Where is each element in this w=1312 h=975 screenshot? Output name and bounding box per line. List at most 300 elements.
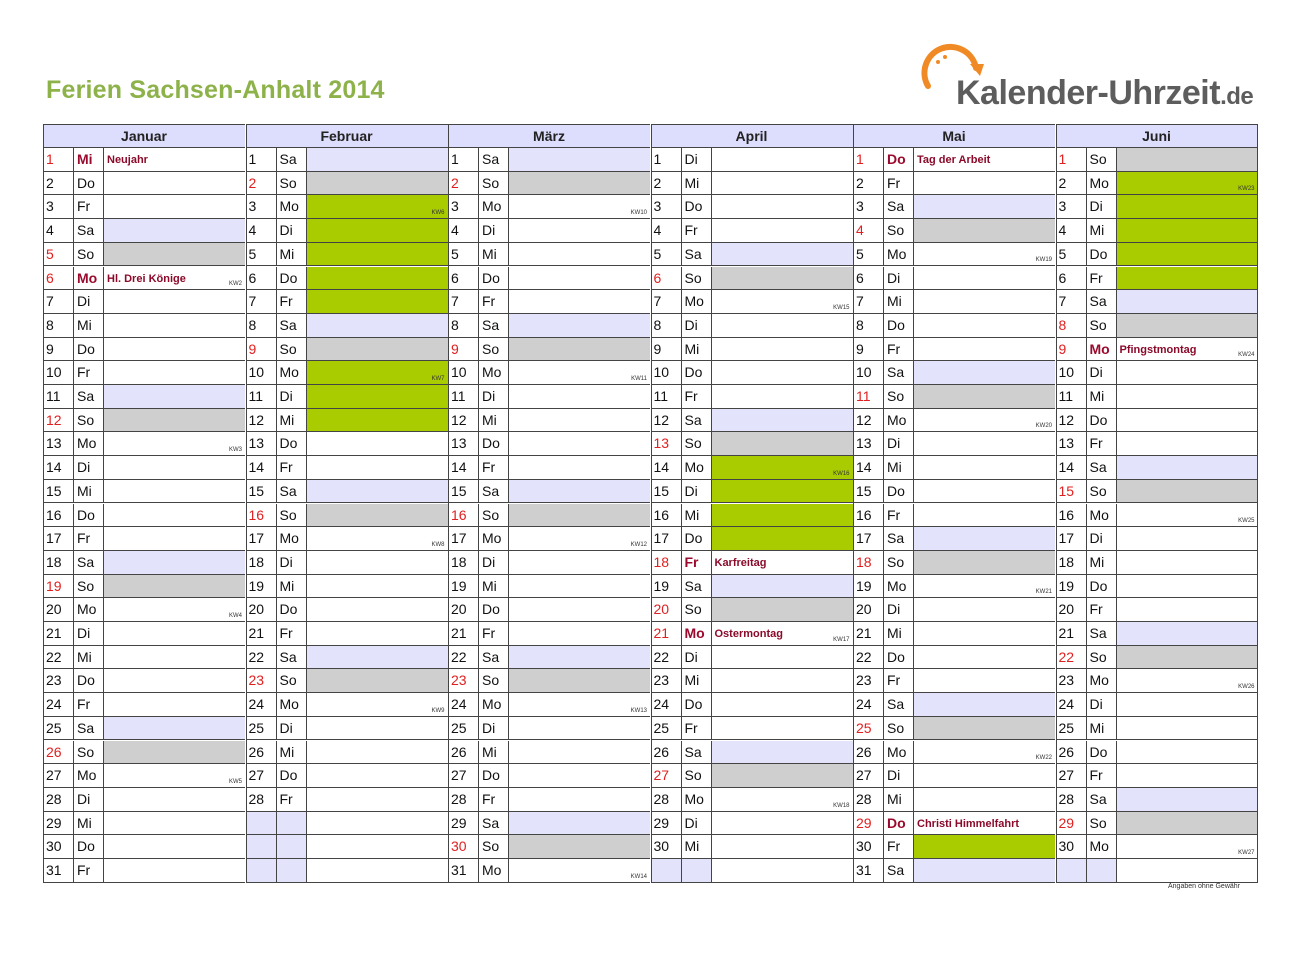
day-note: [711, 575, 853, 598]
day-note: [306, 219, 448, 242]
day-note: [711, 551, 853, 574]
weekday: Fr: [681, 385, 711, 408]
day-number: 18: [451, 553, 467, 570]
day-number: 23: [451, 672, 467, 689]
grid-line: [1056, 124, 1057, 882]
weekday: Mi: [73, 480, 103, 503]
day-row: [853, 480, 1055, 504]
day-row: [1056, 835, 1258, 859]
day-number: 28: [46, 790, 62, 807]
day-note: [1116, 480, 1258, 503]
day-note: [913, 575, 1055, 598]
weekday: Mi: [1086, 219, 1116, 242]
day-note: [913, 385, 1055, 408]
day-row: [43, 385, 245, 409]
calendar-week-label: KW6: [431, 210, 445, 217]
weekday: Mo: [276, 361, 306, 384]
day-number: 16: [451, 506, 467, 523]
weekday: Do: [883, 148, 913, 171]
day-row: [1056, 741, 1258, 765]
day-number: 25: [653, 719, 670, 736]
day-row: [853, 646, 1055, 670]
day-note: [508, 432, 650, 455]
day-number: 23: [1058, 672, 1075, 689]
day-row: [448, 504, 650, 528]
weekday: Do: [73, 835, 103, 858]
day-number: 1: [46, 151, 54, 167]
day-row: [448, 480, 650, 504]
weekday: So: [478, 669, 508, 692]
day-note: [913, 551, 1055, 574]
day-note: [306, 504, 448, 527]
day-note: [508, 456, 650, 479]
weekday: Di: [883, 764, 913, 787]
day-note: [103, 219, 245, 242]
weekday: Mi: [1086, 385, 1116, 408]
weekday: Mo: [478, 859, 508, 882]
day-row: [651, 480, 853, 504]
day-note: [711, 527, 853, 550]
day-note: [711, 290, 853, 313]
day-note: [711, 504, 853, 527]
weekday: Sa: [1086, 622, 1116, 645]
weekday: Mi: [1086, 551, 1116, 574]
weekday: Di: [276, 385, 306, 408]
day-number: 3: [248, 198, 257, 215]
weekday: Fr: [883, 504, 913, 527]
day-row: [43, 693, 245, 717]
weekday: Sa: [276, 148, 306, 171]
day-row: [853, 551, 1055, 575]
day-row: [651, 504, 853, 528]
day-number: 22: [451, 648, 467, 665]
day-number: 11: [856, 388, 871, 404]
weekday: Fr: [73, 527, 103, 550]
weekday: Sa: [276, 480, 306, 503]
day-note: [711, 764, 853, 787]
day-row: [651, 669, 853, 693]
day-row: [1056, 361, 1258, 385]
day-note: [1116, 243, 1258, 266]
weekday: So: [681, 764, 711, 787]
day-note: [913, 409, 1055, 432]
day-note: [306, 290, 448, 313]
day-number: 2: [451, 174, 459, 191]
day-note: [1116, 598, 1258, 621]
day-row: [43, 361, 245, 385]
day-number: 14: [1058, 459, 1075, 476]
day-row: [43, 290, 245, 314]
day-note: [711, 361, 853, 384]
day-number: 25: [1058, 719, 1075, 736]
day-row: [853, 148, 1055, 172]
day-number: 6: [46, 269, 54, 286]
day-number: 22: [1058, 648, 1075, 665]
weekday: Fr: [1086, 267, 1116, 290]
day-note: [1116, 788, 1258, 811]
day-note: [508, 243, 650, 266]
day-number: 22: [653, 648, 670, 665]
day-number: 8: [653, 316, 662, 333]
day-note: [508, 669, 650, 692]
day-number: 14: [46, 459, 62, 476]
weekday: Do: [883, 812, 913, 835]
day-note: [103, 622, 245, 645]
day-note: [103, 195, 245, 218]
day-number: 17: [1058, 530, 1075, 547]
day-row: [853, 693, 1055, 717]
day-number: 18: [46, 553, 62, 570]
weekday: So: [276, 504, 306, 527]
day-number: 10: [248, 364, 265, 381]
day-number: 15: [1058, 482, 1075, 499]
day-note: [103, 835, 245, 858]
weekday: So: [1086, 646, 1116, 669]
day-number: 24: [451, 696, 467, 713]
weekday: Fr: [478, 788, 508, 811]
day-note: [1116, 764, 1258, 787]
day-note: [306, 148, 448, 171]
day-number: 21: [248, 625, 265, 641]
weekday: Do: [1086, 741, 1116, 764]
weekday: So: [73, 575, 103, 598]
day-note: [306, 172, 448, 195]
month-header: März: [448, 124, 650, 148]
day-note: [103, 267, 245, 290]
day-number: 26: [1058, 743, 1075, 760]
day-number: 25: [46, 719, 62, 736]
day-note: [306, 646, 448, 669]
holiday-label: Pfingstmontag: [1119, 343, 1197, 356]
grid-line: [1257, 124, 1258, 882]
weekday: So: [478, 504, 508, 527]
day-number: 5: [46, 245, 54, 262]
day-row: [43, 219, 245, 243]
weekday: Sa: [883, 361, 913, 384]
day-row: [246, 172, 448, 196]
weekday: Di: [681, 480, 711, 503]
weekday: So: [478, 835, 508, 858]
day-row: [651, 717, 853, 741]
weekday: So: [681, 267, 711, 290]
day-number: 7: [248, 293, 257, 310]
weekday: Di: [681, 148, 711, 171]
day-note: [1116, 314, 1258, 337]
day-note: [306, 527, 448, 550]
day-number: 2: [46, 174, 54, 191]
calendar-week-label: KW11: [631, 375, 647, 382]
day-note: [711, 409, 853, 432]
day-number: 31: [451, 862, 467, 878]
day-note: [1116, 575, 1258, 598]
day-row: [246, 788, 448, 812]
day-note: [306, 669, 448, 692]
weekday: So: [681, 432, 711, 455]
calendar-week-label: KW25: [1238, 518, 1255, 525]
day-row: [651, 361, 853, 385]
day-number: 7: [451, 293, 459, 310]
weekday: Do: [73, 504, 103, 527]
weekday: Do: [276, 267, 306, 290]
day-note: [1116, 172, 1258, 195]
day-row: [651, 148, 853, 172]
day-number: 9: [856, 340, 864, 357]
weekday: Mo: [478, 527, 508, 550]
month-column: [853, 124, 1055, 882]
weekday: Sa: [883, 195, 913, 218]
day-number: 11: [1058, 388, 1074, 404]
day-number: 3: [653, 198, 662, 215]
weekday: Sa: [478, 314, 508, 337]
weekday: Mi: [276, 409, 306, 432]
day-row: [43, 527, 245, 551]
weekday: So: [883, 219, 913, 242]
day-row: [448, 622, 650, 646]
weekday: Sa: [73, 219, 103, 242]
day-number: 11: [46, 388, 61, 404]
day-row: [43, 409, 245, 433]
weekday: Mo: [1086, 172, 1116, 195]
day-note: [1116, 385, 1258, 408]
day-number: 29: [856, 814, 872, 831]
day-row: [448, 432, 650, 456]
day-row: [43, 456, 245, 480]
weekday: Do: [73, 338, 103, 361]
day-note: [103, 361, 245, 384]
weekday: Di: [73, 456, 103, 479]
day-note: [508, 338, 650, 361]
day-number: 10: [451, 364, 467, 381]
day-note: [913, 622, 1055, 645]
day-number: 10: [653, 364, 670, 381]
grid-line: [853, 124, 854, 882]
day-number: 4: [856, 222, 864, 239]
day-note: [103, 717, 245, 740]
weekday: Mo: [478, 693, 508, 716]
day-note: [103, 741, 245, 764]
day-row: [246, 835, 448, 859]
day-note: [103, 432, 245, 455]
day-note: [913, 527, 1055, 550]
day-number: 13: [451, 435, 467, 452]
day-number: [1056, 859, 1086, 882]
day-number: 16: [248, 506, 265, 523]
calendar-week-label: KW17: [833, 636, 850, 643]
weekday: Di: [1086, 693, 1116, 716]
day-row: [853, 764, 1055, 788]
weekday: Di: [478, 551, 508, 574]
day-note: [913, 314, 1055, 337]
day-row: [448, 338, 650, 362]
weekday: Fr: [73, 859, 103, 882]
day-note: [103, 456, 245, 479]
day-note: [306, 385, 448, 408]
day-number: 19: [248, 577, 265, 594]
day-row: [43, 243, 245, 267]
day-number: 24: [653, 696, 670, 713]
day-number: 29: [46, 814, 62, 831]
day-note: [508, 741, 650, 764]
calendar-week-label: KW23: [1238, 186, 1255, 193]
day-note: [508, 835, 650, 858]
day-note: [103, 859, 245, 882]
day-row: [651, 835, 853, 859]
day-note: [913, 835, 1055, 858]
holiday-label: Neujahr: [107, 154, 148, 166]
day-note: [913, 148, 1055, 171]
day-row: [651, 409, 853, 433]
calendar-week-label: KW8: [431, 541, 445, 548]
day-note: [913, 338, 1055, 361]
day-note: [306, 741, 448, 764]
day-note: [711, 195, 853, 218]
weekday: Mi: [478, 243, 508, 266]
weekday: Do: [478, 267, 508, 290]
weekday: So: [1086, 314, 1116, 337]
day-row: [43, 788, 245, 812]
weekday: Sa: [681, 741, 711, 764]
holiday-label: Ostermontag: [714, 628, 783, 640]
day-note: [306, 267, 448, 290]
day-row: [448, 243, 650, 267]
day-row: [1056, 646, 1258, 670]
day-note: [306, 409, 448, 432]
calendar-week-label: KW22: [1035, 755, 1052, 762]
weekday: Sa: [1086, 456, 1116, 479]
day-note: [913, 741, 1055, 764]
day-row: [1056, 598, 1258, 622]
day-row: [448, 598, 650, 622]
day-row: [43, 338, 245, 362]
weekday: Sa: [73, 551, 103, 574]
day-note: [913, 219, 1055, 242]
day-number: 29: [653, 814, 670, 831]
calendar-grid: [43, 124, 1258, 882]
day-number: 11: [248, 388, 264, 404]
day-row: [246, 148, 448, 172]
day-number: 8: [1058, 316, 1067, 333]
day-row: [853, 669, 1055, 693]
disclaimer: Angaben ohne Gewähr: [1168, 883, 1240, 890]
weekday: Fr: [681, 551, 711, 574]
weekday: Di: [73, 622, 103, 645]
day-row: [853, 812, 1055, 836]
calendar-week-label: KW19: [1035, 257, 1052, 264]
day-note: [711, 385, 853, 408]
day-number: 18: [1058, 553, 1075, 570]
grid-line: [448, 124, 449, 882]
day-row: [651, 338, 853, 362]
day-number: 6: [653, 269, 662, 286]
day-row: [43, 432, 245, 456]
weekday: Fr: [1086, 598, 1116, 621]
day-number: 9: [451, 340, 459, 357]
weekday: Do: [1086, 243, 1116, 266]
weekday: Mi: [883, 290, 913, 313]
day-row: [853, 290, 1055, 314]
day-row: [246, 267, 448, 291]
day-row: [853, 338, 1055, 362]
day-row: [448, 290, 650, 314]
day-number: 25: [451, 719, 467, 736]
day-number: 27: [46, 767, 62, 784]
day-row: [43, 575, 245, 599]
weekday: Mi: [73, 812, 103, 835]
day-note: [711, 172, 853, 195]
weekday: Mi: [73, 646, 103, 669]
weekday: Di: [73, 788, 103, 811]
day-number: 14: [856, 459, 872, 476]
weekday: Fr: [1086, 432, 1116, 455]
day-number: 7: [1058, 293, 1067, 310]
calendar-week-label: KW14: [630, 873, 647, 880]
day-row: [1056, 195, 1258, 219]
day-note: [508, 504, 650, 527]
day-row: [448, 385, 650, 409]
weekday: Mi: [1086, 717, 1116, 740]
calendar-week-label: KW16: [833, 470, 850, 477]
day-number: 20: [46, 601, 62, 618]
brand-logo[interactable]: [918, 42, 1258, 114]
day-note: [508, 598, 650, 621]
day-note: [913, 669, 1055, 692]
day-row: [246, 385, 448, 409]
day-number: 25: [856, 719, 872, 736]
day-note: [103, 575, 245, 598]
weekday: Mo: [478, 361, 508, 384]
weekday: Mo: [883, 243, 913, 266]
day-row: [853, 385, 1055, 409]
day-number: 7: [653, 293, 662, 310]
day-number: 20: [248, 601, 265, 618]
day-row: [853, 788, 1055, 812]
day-number: 7: [46, 293, 54, 310]
day-row: [1056, 172, 1258, 196]
day-row: [651, 243, 853, 267]
weekday: Do: [883, 314, 913, 337]
day-note: [1116, 669, 1258, 692]
day-number: 19: [451, 577, 467, 594]
weekday: Fr: [276, 622, 306, 645]
day-note: [508, 361, 650, 384]
day-note: [1116, 267, 1258, 290]
day-note: [711, 835, 853, 858]
month-column: [448, 124, 650, 882]
day-number: 12: [46, 411, 62, 428]
weekday: [1086, 859, 1116, 882]
day-note: [1116, 361, 1258, 384]
weekday: So: [681, 598, 711, 621]
day-number: 14: [653, 459, 670, 476]
day-row: [651, 812, 853, 836]
day-note: [711, 456, 853, 479]
day-number: 15: [451, 482, 467, 499]
day-number: 13: [856, 435, 872, 452]
weekday: Mi: [681, 172, 711, 195]
day-row: [246, 338, 448, 362]
day-note: [306, 575, 448, 598]
weekday: Fr: [883, 172, 913, 195]
day-note: [306, 243, 448, 266]
day-row: [246, 693, 448, 717]
weekday: Sa: [681, 575, 711, 598]
day-note: [103, 504, 245, 527]
day-row: [1056, 622, 1258, 646]
weekday: Sa: [478, 148, 508, 171]
weekday: So: [883, 385, 913, 408]
day-number: 2: [248, 174, 257, 191]
day-row: [448, 764, 650, 788]
